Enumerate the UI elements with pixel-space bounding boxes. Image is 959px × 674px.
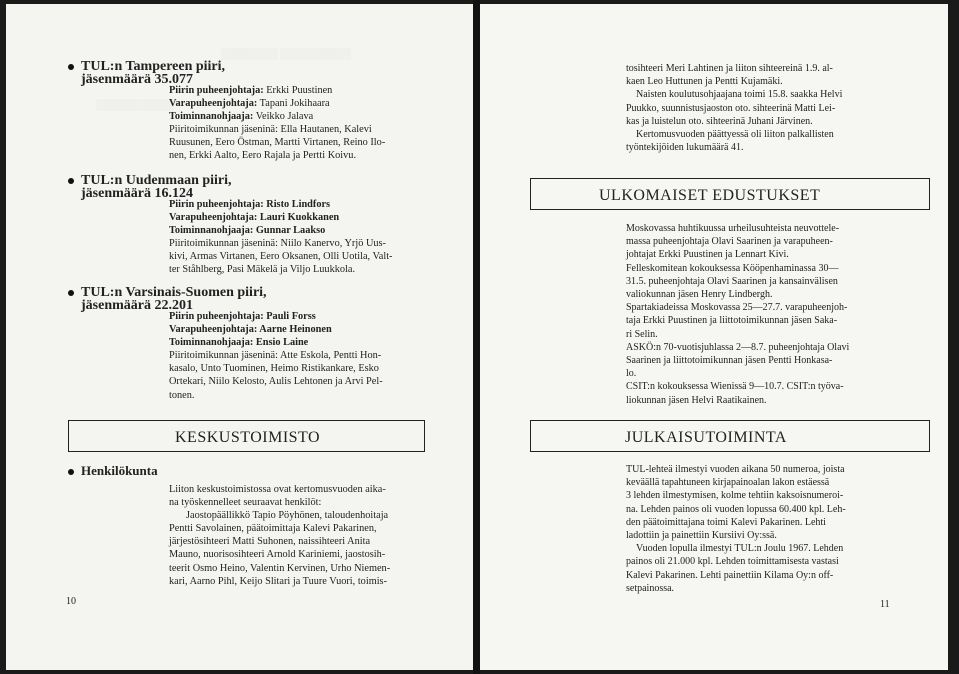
text-line: setpainossa. [626, 582, 675, 594]
text-line: teerit Osmo Heino, Valentin Kervinen, Urho Niemen- [169, 562, 391, 574]
info-line: Piirin puheenjohtaja: Erkki Puustinen [169, 85, 333, 96]
text-line: kari, Aarno Pihl, Keijo Slitari ja Tuure Vuori, toimis- [169, 575, 387, 587]
info-line: Toiminnanohjaaja: Gunnar Laakso [169, 225, 326, 237]
text-line: ri Selin. [626, 328, 658, 340]
text-line: keväällä tapahtuneen kirjapainoalan lakon estäessä [626, 477, 830, 489]
right-page [480, 4, 948, 670]
text-line: Jaostopäällikkö Tapio Pöyhönen, taloudenhoitaja [186, 510, 389, 522]
district-info-tampere [169, 84, 469, 163]
text-line: TUL-lehteä ilmestyi vuoden aikana 50 numeroa, joista [626, 464, 845, 475]
district-heading-varsinais-suomi: TUL:n Varsinais-Suomen piiri, jäsenmäärä 22.201 [68, 286, 267, 312]
district-heading-uusimaa: TUL:n Uudenmaan piiri, jäsenmäärä 16.124 [68, 174, 232, 200]
text-line: taja Erkki Puustinen ja liittotoimikunnan jäsen Saka- [626, 315, 838, 327]
julkaisu-heading-box [530, 420, 930, 452]
bleed-through-text: ▒▒▒▒▒▒▒▒ ▒▒▒▒▒▒▒▒▒▒ [221, 49, 352, 60]
section-heading: JULKAISUTOIMINTA [625, 429, 787, 446]
text-line: 31.5. puheenjohtaja Olavi Saarinen ja kansainvälisen [626, 275, 838, 287]
info-line: Piirin puheenjohtaja: Risto Lindfors [169, 199, 331, 210]
bullet-icon [68, 469, 74, 475]
text-line: Puukko, suunnistusjaoston oto. sihteerinä Matti Lei- [626, 102, 836, 114]
text-line: Moskovassa huhtikuussa urheilusuhteista neuvottele- [626, 223, 840, 234]
text-line: kaen Leo Huttunen ja Pentti Kujamäki. [626, 76, 783, 88]
staff-continuation-text [626, 62, 926, 154]
text-line: Saarinen ja liittotoimikunnan jäsen Pentti Honkasa- [626, 355, 833, 367]
page-number: 11 [880, 599, 890, 610]
members-line: kivi, Armas Virtanen, Eero Oksanen, Olli Uotila, Valt- [169, 251, 393, 263]
text-line: Naisten koulutusohjaajana toimi 15.8. saakka Helvi [636, 89, 843, 101]
text-line: den päätoimittajana toimi Kalevi Pakarinen. Lehti [626, 516, 826, 528]
text-line: Spartakiadeissa Moskovassa 25—27.7. varapuheenjoh- [626, 302, 848, 314]
text-line: Kertomusvuoden päättyessä oli liiton palkallisten [636, 129, 834, 141]
page-number: 10 [66, 596, 76, 607]
members-line: Piiritoimikunnan jäseninä: Atte Eskola, Pentti Hon- [169, 350, 382, 362]
district-info-varsinais-suomi [169, 310, 469, 402]
section-heading: ULKOMAISET EDUSTUKSET [599, 187, 821, 204]
members-line: kasalo, Unto Tuominen, Heimo Ristikankare, Esko [169, 363, 379, 375]
bullet-icon [68, 178, 74, 184]
text-line: Kalevi Pakarinen. Lehti painettiin Kilama Oy:n off- [626, 569, 834, 581]
text-line: Felleskomitean kokouksessa Kööpenhaminassa 30— [626, 262, 839, 274]
text-line: lo. [626, 368, 637, 380]
henkilokunta-text [169, 483, 469, 588]
text-line: Pentti Savolainen, päätoimittaja Kalevi Pakarinen, [169, 523, 377, 535]
members-line: tonen. [169, 389, 195, 401]
text-line: CSIT:n kokouksessa Wienissä 9—10.7. CSIT:n työva- [626, 381, 844, 393]
text-line: Liiton keskustoimistossa ovat kertomusvuoden aika- [169, 484, 386, 495]
members-line: ter Ståhlberg, Pasi Mäkelä ja Viljo Luukkola. [169, 264, 356, 276]
text-line: ladottiin ja painettiin Kursiivi Oy:ssä. [626, 530, 777, 542]
text-line: kas ja luistelun oto. sihteerinä Juhani Järvinen. [626, 115, 813, 127]
bullet-icon [68, 64, 74, 70]
text-line: ASKÖ:n 70-vuotisjuhlassa 2—8.7. puheenjohtaja Olavi [626, 341, 850, 353]
info-line: Varapuheenjohtaja: Aarne Heinonen [169, 324, 332, 336]
text-line: na. Lehden painos oli vuoden lopussa 60.400 kpl. Leh- [626, 503, 846, 515]
text-line: painos oli 21.000 kpl. Lehden toimittamisesta vastasi [626, 556, 839, 568]
info-line: Toiminnanohjaaja: Ensio Laine [169, 337, 309, 349]
text-line: Mauno, nuorisosihteeri Arnold Kariniemi, jaostosih- [169, 549, 386, 561]
henkilokunta-heading: Henkilökunta [68, 464, 158, 477]
members-line: Piiritoimikunnan jäseninä: Niilo Kanervo, Yrjö Uus- [169, 238, 386, 250]
left-page [6, 4, 473, 670]
text-line: johtajat Erkki Puustinen ja Lennart Kivi. [626, 249, 789, 261]
members-line: Ortekari, Niilo Kelosto, Aulis Lehtonen ja Arvi Pel- [169, 376, 383, 388]
text-line: tosihteeri Meri Lahtinen ja liiton sihteereinä 1.9. al- [626, 63, 833, 74]
info-line: Varapuheenjohtaja: Tapani Jokihaara [169, 98, 330, 110]
info-line: Toiminnanohjaaja: Veikko Jalava [169, 111, 314, 123]
district-heading-tampere: TUL:n Tampereen piiri, jäsenmäärä 35.077 [68, 60, 225, 86]
keskustoimisto-heading-box [68, 420, 425, 452]
ulkomaiset-heading-box [530, 178, 930, 210]
text-line: liokunnan jäsen Helvi Raatikainen. [626, 394, 767, 406]
district-info-uusimaa [169, 198, 469, 277]
text-line: massa puheenjohtaja Olavi Saarinen ja varapuheen- [626, 236, 833, 248]
ulkomaiset-text [626, 222, 926, 407]
text-line: na työskennelleet seuraavat henkilöt: [169, 497, 322, 509]
info-line: Varapuheenjohtaja: Lauri Kuokkanen [169, 212, 340, 224]
text-line: Vuoden lopulla ilmestyi TUL:n Joulu 1967. Lehden [636, 543, 844, 555]
bullet-icon [68, 290, 74, 296]
book-gutter [473, 0, 480, 674]
text-line: järjestösihteeri Matti Suhonen, naissihteeri Anita [169, 536, 371, 548]
julkaisu-text [626, 463, 926, 595]
members-line: Ruusunen, Eero Östman, Martti Virtanen, Reino Ilo- [169, 137, 386, 149]
text-line: työntekijöiden lukumäärä 41. [626, 142, 744, 154]
bleed-through-text: ▒▒▒▒▒▒▒▒▒▒▒ [96, 100, 174, 111]
text-line: valiokunnan jäsen Henry Lindbergh. [626, 289, 773, 301]
members-line: Piiritoimikunnan jäseninä: Ella Hautanen, Kalevi [169, 124, 372, 136]
section-heading: KESKUSTOIMISTO [175, 429, 321, 446]
members-line: nen, Erkki Aalto, Eero Rajala ja Pertti Koivu. [169, 150, 357, 162]
info-line: Piirin puheenjohtaja: Pauli Forss [169, 311, 316, 322]
text-line: 3 lehden ilmestymisen, kolme tehtiin kaksoisnumeroi- [626, 490, 844, 502]
